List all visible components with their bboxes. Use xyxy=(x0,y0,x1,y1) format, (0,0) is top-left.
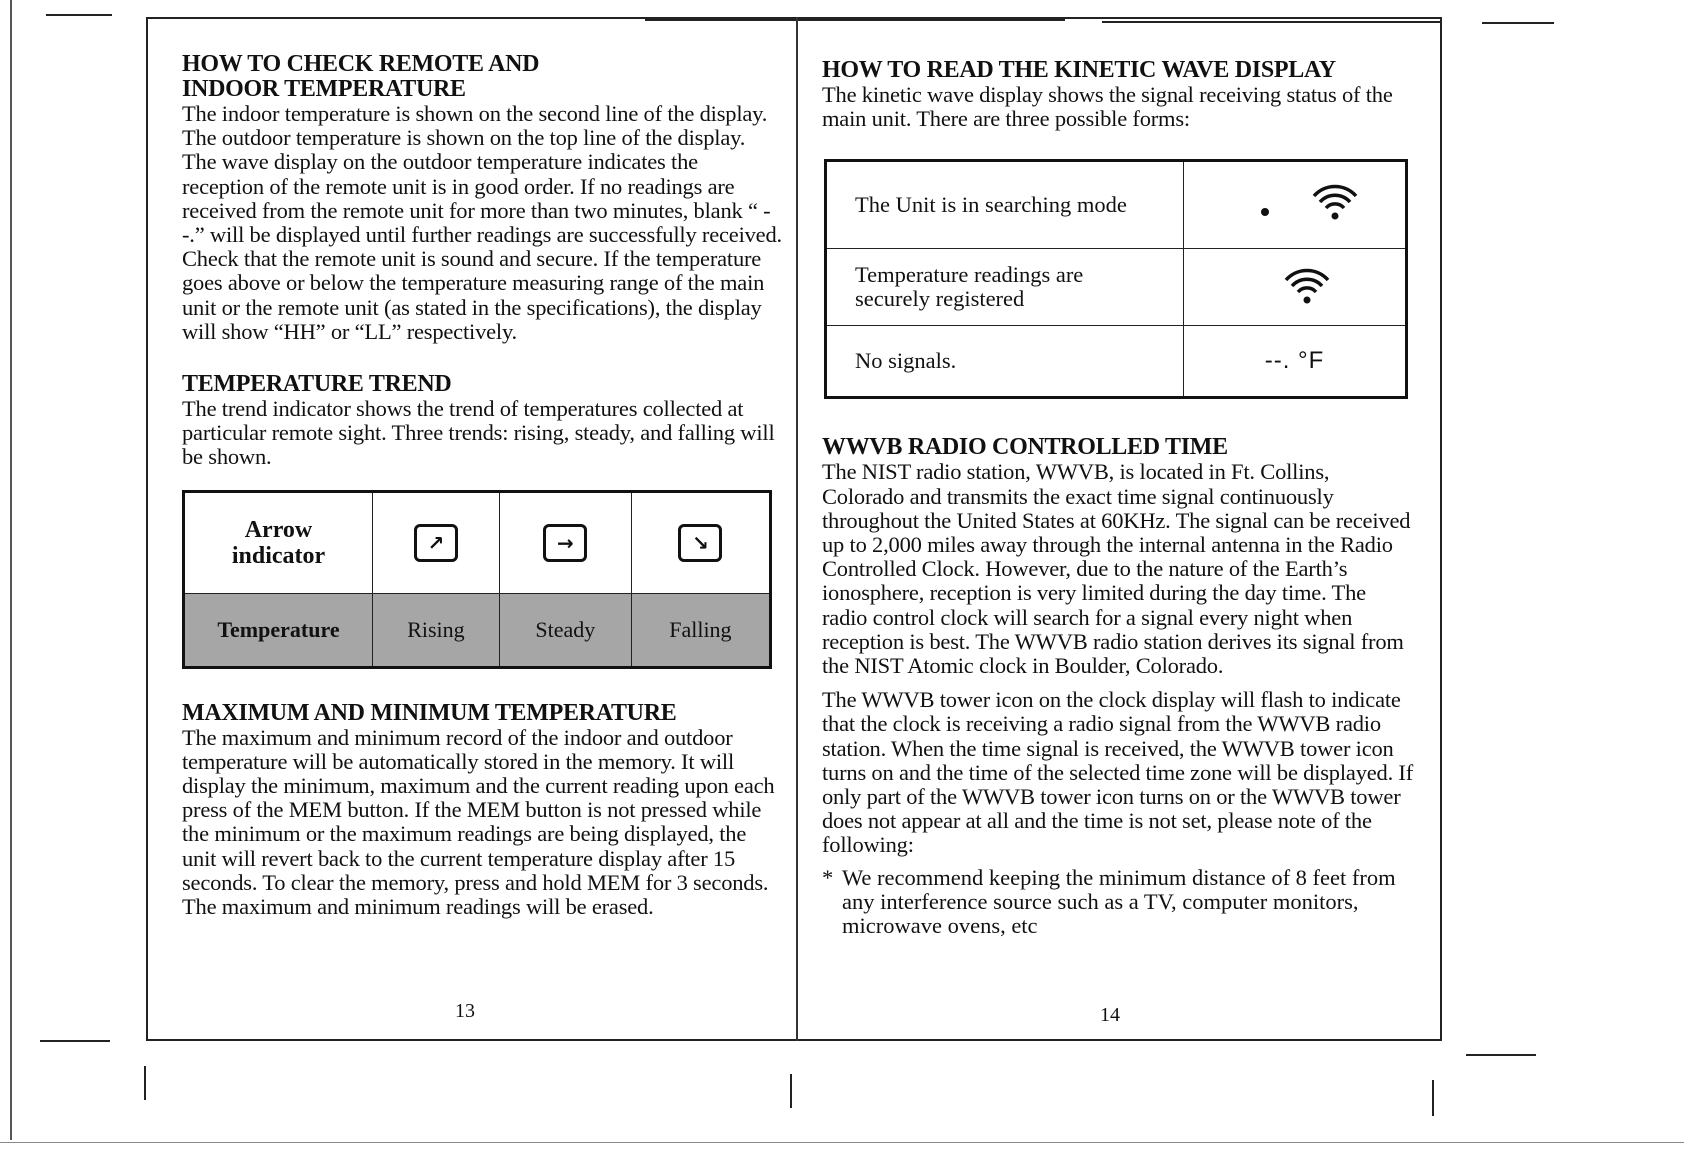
temperature-row-label: Temperature xyxy=(184,593,373,667)
crop-mark xyxy=(1432,1080,1434,1116)
crop-mark xyxy=(0,1142,1684,1143)
wave-description: The Unit is in searching mode xyxy=(826,161,1184,249)
crop-mark xyxy=(10,0,12,1140)
wave-description: Temperature readings are securely registered xyxy=(826,249,1184,326)
trend-label: Steady xyxy=(499,593,631,667)
section-heading: WWVB RADIO CONTROLLED TIME xyxy=(822,434,1228,461)
no-signal-display: --. °F xyxy=(1184,326,1407,398)
section-heading: MAXIMUM AND MINIMUM TEMPERATURE xyxy=(182,699,677,726)
wwvb-section xyxy=(822,435,1414,938)
bullet-item xyxy=(822,866,1414,939)
steady-arrow-icon: → xyxy=(543,524,587,562)
trend-table xyxy=(182,490,772,669)
bullet-mark: * xyxy=(822,864,834,890)
falling-cell xyxy=(631,491,770,593)
wave-description: No signals. xyxy=(826,326,1184,398)
kinetic-wave-section xyxy=(822,58,1414,399)
section-heading: HOW TO CHECK REMOTE AND INDOOR TEMPERATURE xyxy=(182,51,540,102)
section-heading: TEMPERATURE TREND xyxy=(182,371,452,398)
right-page xyxy=(822,58,1414,938)
crop-mark xyxy=(144,1066,146,1100)
crop-mark xyxy=(46,14,112,16)
page-number: 13 xyxy=(455,1000,475,1022)
section-body: The NIST radio station, WWVB, is located in Ft. Collins, Colorado and transmits the exact time signal continuously throughout the United States at 60KHz. The signal can be received up to 2,000 miles away through the internal antenna in the Radio Controlled Clock. However, due to the nature of the Earth’s ionosphere, reception is very limited during the day time. The radio control clock will search for a signal every night when reception is best. The WWVB radio station derives its signal from the NIST Atomic clock in Boulder, Colorado. xyxy=(822,459,1411,679)
section-body: The trend indicator shows the trend of temperatures collected at particular remote sight. Three trends: rising, steady, and falling will be shown. xyxy=(182,396,775,470)
registered-wave-icon xyxy=(1184,249,1407,326)
section-body: The indoor temperature is shown on the second line of the display. The outdoor temperature is shown on the top line of the display. The wave display on the outdoor temperature indicates the reception of the remote unit is in good order. If no readings are received from the remote unit for more than two minutes, blank “ --.” will be displayed until further readings are successfully received. Check that the remote unit is sound and secure. If the temperature goes above or below the temperature measuring range of the main unit or the remote unit (as stated in the specifications), the display will show “HH” or “LL” respectively. xyxy=(182,101,782,344)
arrow-indicator-header: Arrow indicator xyxy=(184,491,373,593)
section-body: The maximum and minimum record of the indoor and outdoor temperature will be automatically stored in the memory. It will display the minimum, maximum and the current reading upon each press of the MEM button. If the MEM button is not pressed while the minimum or the maximum readings are being displayed, the unit will revert back to the current temperature display after 15 seconds. To clear the memory, press and hold MEM for 3 seconds. The maximum and minimum readings will be erased. xyxy=(182,724,775,920)
page-divider xyxy=(796,17,798,1041)
falling-arrow-icon: ↘ xyxy=(678,524,722,562)
crop-mark xyxy=(40,1040,110,1042)
trend-label: Falling xyxy=(631,593,770,667)
steady-cell xyxy=(499,491,631,593)
trend-label: Rising xyxy=(373,593,500,667)
section-body: The kinetic wave display shows the signal receiving status of the main unit. There are three possible forms: xyxy=(822,82,1393,132)
trend-section xyxy=(182,372,782,669)
crop-mark xyxy=(1482,22,1554,24)
rising-arrow-icon: ↗ xyxy=(414,524,458,562)
check-temperature-section xyxy=(182,52,782,344)
bullet-text: We recommend keeping the minimum distance of 8 feet from any interference source such as a TV, computer monitors, microwave ovens, etc xyxy=(842,864,1396,939)
searching-wave-icon xyxy=(1184,161,1407,249)
crop-mark xyxy=(790,1074,792,1108)
page-number: 14 xyxy=(1100,1004,1120,1026)
rising-cell xyxy=(373,491,500,593)
section-body: The WWVB tower icon on the clock display will flash to indicate that the clock is receiving a radio signal from the WWVB radio station. When the time signal is received, the WWVB tower icon turns on and the time of the selected time zone will be displayed. If only part of the WWVB tower icon turns on or the WWVB tower does not appear at all and the time is not set, please note of the following: xyxy=(822,687,1414,858)
section-heading: HOW TO READ THE KINETIC WAVE DISPLAY xyxy=(822,57,1336,83)
crop-mark xyxy=(1466,1054,1536,1056)
wave-table xyxy=(824,159,1408,399)
left-page xyxy=(182,52,782,919)
maxmin-section xyxy=(182,701,782,920)
